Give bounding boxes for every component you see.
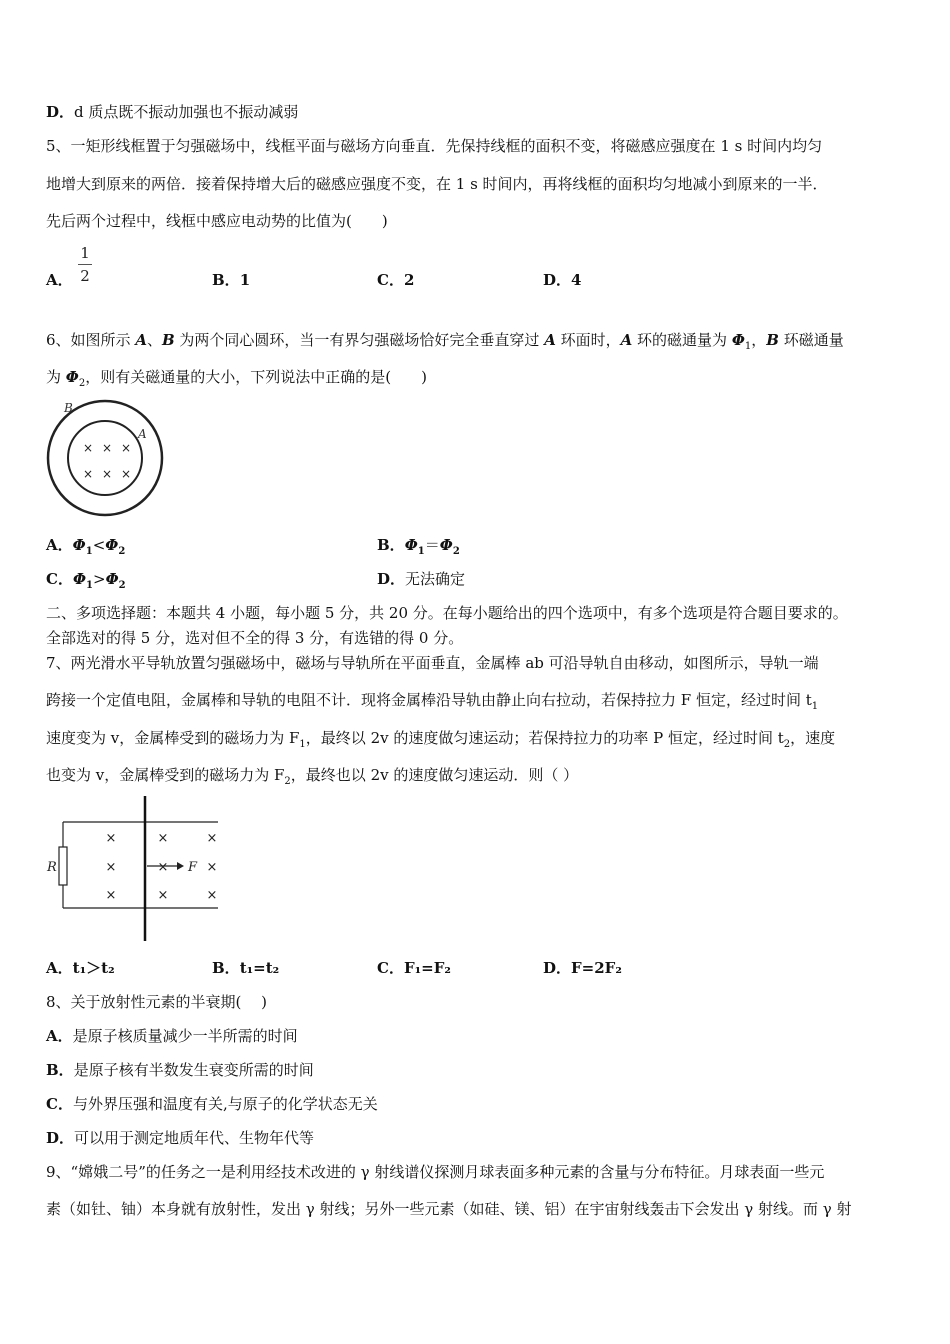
- q5-option-b[interactable]: B．1: [212, 271, 251, 289]
- q5-option-d[interactable]: D．4: [543, 271, 582, 289]
- q7-stem-line4: 也变为 v，金属棒受到的磁场力为 $F_2$，最终也以 2v 的速度做匀速运动．则（ ）: [46, 766, 579, 787]
- q5-option-c[interactable]: C．2: [377, 271, 415, 289]
- outer-ring-b: [48, 401, 162, 515]
- section2-line1: 二、多项选择题：本题共 4 小题，每小题 5 分，共 20 分。在每小题给出的四个选项中，有多个选项是符合题目要求的。: [46, 604, 848, 622]
- q8-option-a[interactable]: A．是原子核质量减少一半所需的时间: [46, 1027, 298, 1045]
- q7-option-a[interactable]: A．t₁＞t₂: [46, 959, 115, 977]
- q8-option-c[interactable]: C．与外界压强和温度有关,与原子的化学状态无关: [46, 1095, 378, 1113]
- inner-ring-label: A: [138, 427, 147, 441]
- field-cross: ×: [105, 888, 117, 903]
- q6-stem-line1: 6、如图所示 A、B 为两个同心圆环，当一有界匀强磁场恰好完全垂直穿过 A 环面时，A 环的磁通量为 $\Phi_1$，B 环磁通量: [46, 331, 844, 352]
- field-cross: ×: [206, 860, 218, 875]
- q7-stem-line2: 跨接一个定值电阻，金属棒和导轨的电阻不计．现将金属棒沿导轨由静止向右拉动，若保持拉力 F 恒定，经过时间 $t_1$: [46, 691, 819, 712]
- q7-option-d[interactable]: D．F=2F₂: [543, 959, 622, 977]
- field-cross: ×: [120, 467, 132, 481]
- q7-option-b[interactable]: B．t₁=t₂: [212, 959, 280, 977]
- field-cross: ×: [157, 831, 169, 846]
- q7-stem-line3: 速度变为 v，金属棒受到的磁场力为 $F_1$，最终以 2v 的速度做匀速运动；若保持拉力的功率 P 恒定，经过时间 $t_2$，速度: [46, 729, 836, 750]
- q7-rail-circuit-figure: [44, 796, 224, 944]
- field-cross: ×: [82, 467, 94, 481]
- field-cross: ×: [101, 441, 113, 455]
- q6-stem-line2: 为 $\Phi_2$，则有关磁通量的大小，下列说法中正确的是( ): [46, 368, 427, 389]
- field-cross: ×: [101, 467, 113, 481]
- q8-stem: 8、关于放射性元素的半衰期( ): [46, 993, 268, 1011]
- force-label: F: [188, 860, 198, 875]
- field-cross: ×: [105, 831, 117, 846]
- force-arrowhead: [177, 862, 184, 870]
- q7-option-c[interactable]: C．F₁=F₂: [377, 959, 451, 977]
- q6-option-c[interactable]: C．$\Phi_1>\Phi_2$: [46, 570, 126, 591]
- q7-stem-line1: 7、两光滑水平导轨放置匀强磁场中，磁场与导轨所在平面垂直，金属棒 ab 可沿导轨自由移动，如图所示，导轨一端: [46, 654, 819, 672]
- resistor: [59, 847, 67, 885]
- inner-ring-a: [68, 421, 142, 495]
- q8-option-d[interactable]: D．可以用于测定地质年代、生物年代等: [46, 1129, 315, 1147]
- q5-stem-line2: 地增大到原来的两倍．接着保持增大后的磁感应强度不变，在 1 s 时间内，再将线框的面积均匀地减小到原来的一半．: [46, 175, 828, 193]
- q5-stem-line1: 5、一矩形线框置于匀强磁场中，线框平面与磁场方向垂直．先保持线框的面积不变，将磁感应强度在 1 s 时间内均匀: [46, 137, 823, 155]
- q5-option-a[interactable]: A．: [46, 271, 73, 289]
- fraction-bar: [78, 264, 92, 265]
- field-cross: ×: [120, 441, 132, 455]
- field-cross: ×: [82, 441, 94, 455]
- field-cross: ×: [206, 831, 218, 846]
- section2-line2: 全部选对的得 5 分，选对但不全的得 3 分，有选错的得 0 分。: [46, 629, 464, 647]
- prev-question-option-d: D．d 质点既不振动加强也不振动减弱: [46, 103, 299, 121]
- q6-option-a[interactable]: A．$\Phi_1<\Phi_2$: [46, 536, 126, 557]
- field-cross: ×: [206, 888, 218, 903]
- q8-option-b[interactable]: B．是原子核有半数发生衰变所需的时间: [46, 1061, 314, 1079]
- q6-concentric-rings-figure: [44, 396, 170, 522]
- q5-stem-line3: 先后两个过程中，线框中感应电动势的比值为( ): [46, 212, 388, 230]
- field-cross: ×: [157, 888, 169, 903]
- q6-option-b[interactable]: B．$\Phi_1=\Phi_2$: [377, 536, 460, 557]
- field-cross: ×: [157, 860, 169, 875]
- q9-stem-line1: 9、“嫦娥二号”的任务之一是利用经技术改进的 γ 射线谱仪探测月球表面多种元素的含量与分布特征。月球表面一些元: [46, 1163, 825, 1181]
- field-cross: ×: [105, 860, 117, 875]
- resistor-label: R: [47, 860, 57, 875]
- q9-stem-line2: 素（如钍、铀）本身就有放射性，发出 γ 射线；另外一些元素（如硅、镁、铝）在宇宙射线轰击下会发出 γ 射线。而 γ 射: [46, 1200, 852, 1218]
- q5-option-a-fraction: 1 2: [78, 244, 92, 285]
- q6-option-d[interactable]: D．无法确定: [377, 570, 466, 588]
- outer-ring-label: B: [64, 401, 73, 415]
